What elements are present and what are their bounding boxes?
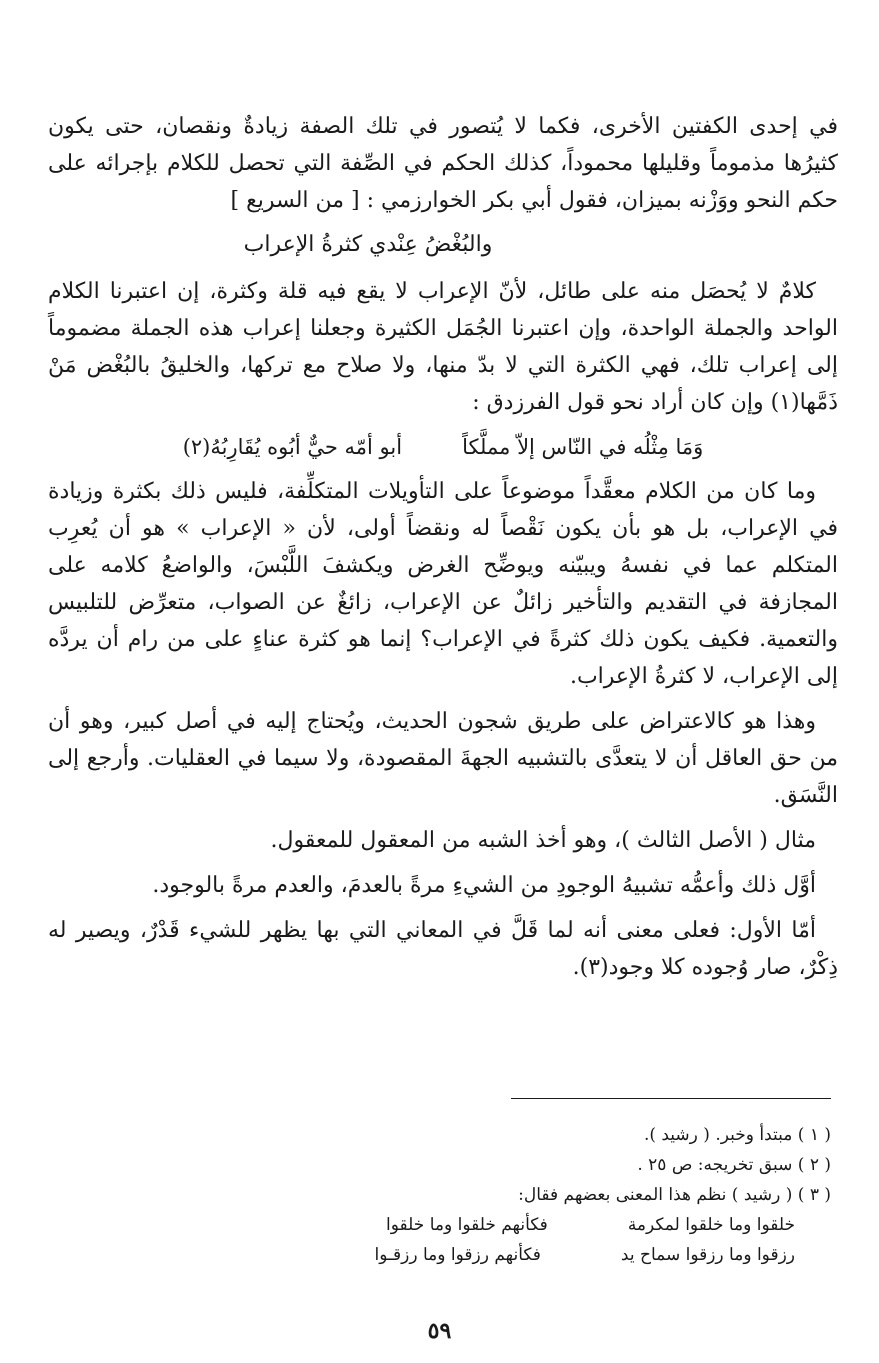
footnote-3-verse-1 [51,1210,831,1240]
page-body [48,108,838,994]
paragraph-3: وما كان من الكلام معقَّداً موضوعاً على التأويلات المتكلِّفة، فليس ذلك بكثرة وزيادة في الإعراب، بل هو بأن يكون نَقْصاً له ونقضاً أولى، لأن « الإعراب » هو أن يُعرِب المتكلم عما في نفسهُ ويبيّنه ويوضِّح الغرض ويكشفَ اللَّبْسَ، والواضعُ كلامه على المجازفة في التقديم والتأخير زائلٌ عن الإعراب، زائغٌ عن الصواب، متعرِّض للتلبيس والتعمية. فكيف يكون ذلك كثرةً في الإعراب؟ إنما هو كثرة عناءٍ على من رام أن يردَّه إلى الإعراب، لا كثرةُ الإعراب. [48,479,838,689]
footnote-divider [511,1098,831,1099]
footnote-3-verse-2-second: فكأنهم رزقوا وما رزقـوا [374,1245,541,1265]
footnote-2: ( ٢ ) سبق تخريجه: ص ٢٥ . [637,1155,831,1175]
footnote-3-verse-2-first: رزقوا وما رزقوا سماح يد [620,1245,795,1265]
verse-khwarazmi: والبُغْضُ عِنْدي كثرةُ الإعراب [243,232,493,257]
footnote-3-verse-1-second: فكأنهم خلقوا وما خلقوا [386,1215,548,1235]
paragraph-6: أوَّل ذلك وأعمُّه تشبيهُ الوجودِ من الشيءِ مرةً بالعدمَ، والعدم مرةً بالوجود. [152,873,816,898]
page-number: ٥٩ [427,1318,452,1344]
footnote-1: ( ١ ) مبتدأ وخبر. ( رشيد ). [643,1125,831,1145]
paragraph-7: أمّا الأول: فعلى معنى أنه لما قَلَّ في المعاني التي بها يظهر للشيء قَدْرٌ، ويصير له ذِكْرٌ، صار وُجوده كلا وجود(٣). [48,918,838,980]
paragraph-5: مثال ( الأصل الثالث )، وهو أخذ الشبه من المعقول للمعقول. [270,828,816,853]
paragraph-4: وهذا هو كالاعتراض على طريق شجون الحديث، ويُحتاج إليه في أصل كبير، وهو أن من حق العاقل أن لا يتعدَّى بالتشبيه الجهةَ المقصودة، ولا سيما في العقليات. وأرجع إلى النَّسَق. [48,709,838,808]
paragraph-1: في إحدى الكفتين الأخرى، فكما لا يُتصور في تلك الصفة زيادةٌ ونقصان، حتى يكون كثيرُها مذموماً وقليلها محموداً، كذلك الحكم في الصِّفة التي تحصل للكلام بإجرائه على حكم النحو ووَزْنه بميزان، فقول أبي بكر الخوارزمي : [ من السريع ] [48,114,839,213]
footnote-3-verse-1-first: خلقوا وما خلقوا لمكرمة [627,1215,795,1235]
verse-farazdaq-first-hemistich: وَمَا مِثْلُه في النّاس إلاّ مملَّكاً [462,435,704,459]
paragraph-2: كلامٌ لا يُحصَل منه على طائل، لأنّ الإعراب لا يقع فيه قلة وكثرة، إن اعتبرنا الكلام الواحد والجملة الواحدة، وإن اعتبرنا الجُمَل الكثيرة وجعلنا إعراب هذه الجملة مضموماً إلى إعراب تلك، فهي الكثرة التي لا بدّ منها، ولا صلاح مع تركها، والخليقُ بالبُغْض مَنْ ذَمَّها(١) وإن كان أراد نحو قول الفرزدق : [48,279,838,415]
footnote-3-verse-2 [51,1240,831,1270]
verse-farazdaq-second-hemistich: أبو أمّه حيٌّ أبُوه يُقَارِبُهُ(٢) [182,435,403,459]
verse-farazdaq [48,429,838,465]
footnote-3: ( ٣ ) ( رشيد ) نظم هذا المعنى بعضهم فقال: [518,1185,831,1205]
footnotes [51,1120,831,1270]
